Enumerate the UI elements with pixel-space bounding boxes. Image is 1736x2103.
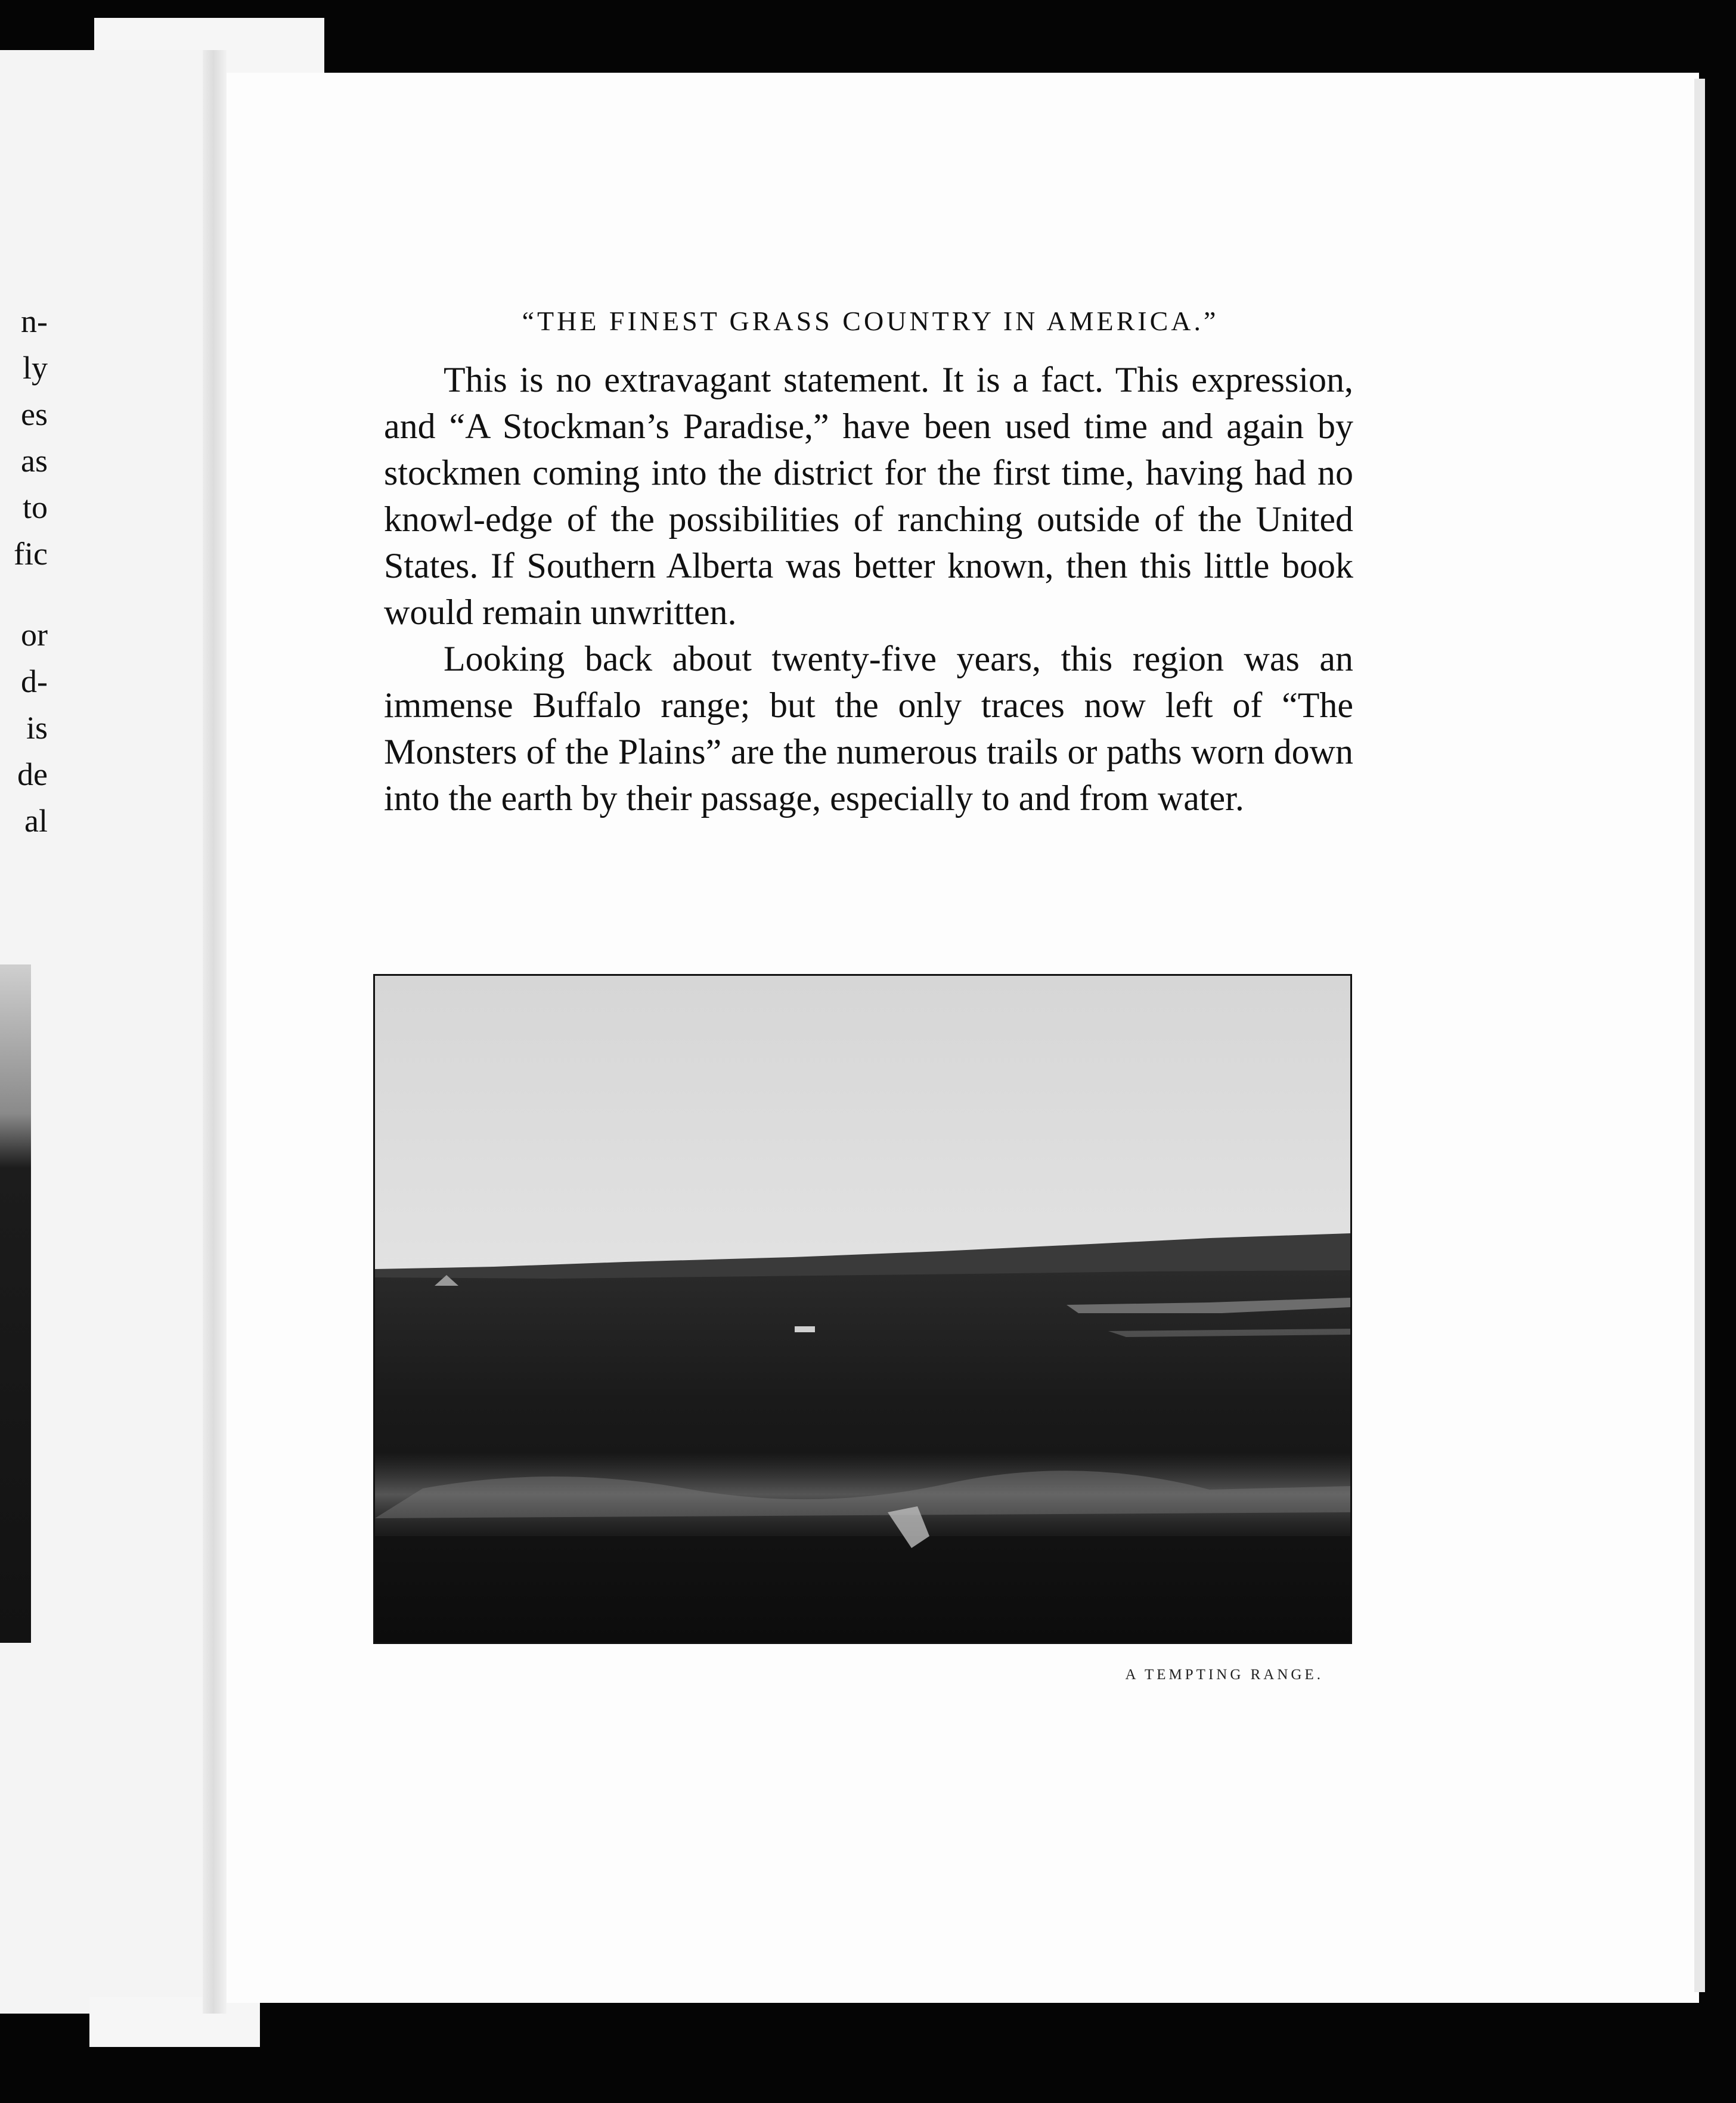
left-line-fragment: de — [17, 756, 48, 792]
photo-caption: A TEMPTING RANGE. — [1125, 1667, 1323, 1683]
left-line-fragment: es — [21, 396, 48, 432]
book-gutter — [203, 50, 227, 2014]
left-line-fragment: d- — [21, 663, 48, 699]
left-page-photo-edge — [0, 964, 31, 1643]
range-photograph — [373, 974, 1352, 1644]
paragraph: Looking back about twenty-five years, this region was an immense Buffalo range; but the only traces now left of “The Monsters of the Plains” are the numerous trails or paths worn down into the earth by their passage, especially to and from water. — [384, 639, 1353, 818]
body-text — [384, 356, 1353, 821]
scan-tab-bottom — [89, 1997, 260, 2047]
left-line-fragment: n- — [21, 303, 48, 339]
left-line-fragment: to — [22, 489, 48, 525]
page-heading: “THE FINEST GRASS COUNTRY IN AMERICA.” — [522, 306, 1219, 336]
paragraph: This is no extravagant statement. It is a fact. This expression, and “A Stockman’s Paradise,” have been used time and again by stockmen coming into the district for the first time, having had no knowl-edge of the possibilities of ranching outside of the United States. If Southern Alberta was better known, then this little book would remain unwritten. — [384, 360, 1353, 632]
left-line-fragment: ly — [22, 350, 48, 386]
prairie-landscape-image — [375, 976, 1350, 1642]
right-page-edge — [1694, 79, 1705, 1992]
left-line-fragment: as — [21, 443, 48, 479]
left-line-fragment: is — [26, 710, 48, 746]
left-line-fragment: al — [24, 803, 48, 839]
distant-object — [795, 1326, 815, 1332]
left-line-fragment: or — [21, 617, 48, 653]
left-line-gap — [0, 577, 48, 612]
left-page-text-fragments — [0, 298, 48, 844]
left-line-fragment: fic — [14, 536, 48, 572]
